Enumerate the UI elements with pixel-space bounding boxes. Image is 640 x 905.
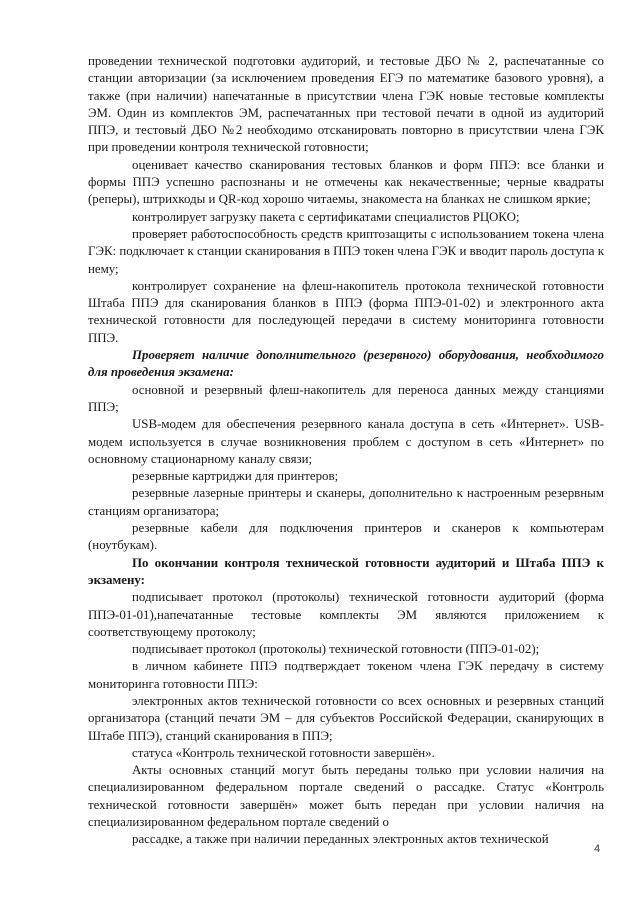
section-heading: По окончании контроля технической готовности аудиторий и Штаба ППЭ к экзамену: bbox=[88, 555, 604, 587]
paragraph: оценивает качество сканирования тестовых бланков и форм ППЭ: все бланки и формы ППЭ успешно распознаны и не отмечены как некачественные; черные квадраты (реперы), штрихкоды и QR-код хорошо читаемы, знакоместа на бланках не слишком яркие; bbox=[88, 157, 604, 207]
paragraph: подписывает протокол (протоколы) технической готовности аудиторий (форма ППЭ-01-01),напечатанные тестовые комплекты ЭМ являются приложением к соответствующему протоколу; bbox=[88, 590, 604, 639]
paragraph: проверяет работоспособность средств криптозащиты с использованием токена члена ГЭК: подключает к станции сканирования в ППЭ токен члена ГЭК и вводит пароль доступа к нему; bbox=[88, 226, 604, 276]
page-number: 4 bbox=[594, 843, 601, 855]
paragraph: проведении технической подготовки аудиторий, и тестовые ДБО № 2, распечатанные со станции авторизации (за исключением проведения ЕГЭ по математике базового уровня), а также (при наличии) напечатанные в присутствии члена ГЭК новые тестовые комплекты ЭМ. Один из комплектов ЭМ, распечатанных при тестовой печати в одной из аудиторий ППЭ, и тестовый ДБО №2 необходимо отсканировать повторно в присутствии члена ГЭК при проведении контроля технической готовности; bbox=[88, 54, 604, 155]
paragraph: статуса «Контроль технической готовности завершён». bbox=[132, 745, 435, 760]
paragraph: электронных актов технической готовности со всех основных и резервных станций организатора (станций печати ЭМ – для субъектов Российской Федерации, сканирующих в Штабе ППЭ), станций сканирования в ППЭ; bbox=[88, 693, 604, 743]
paragraph: контролирует загрузку пакета с сертификатами специалистов РЦОКО; bbox=[132, 209, 520, 224]
paragraph: основной и резервный флеш-накопитель для переноса данных между станциями ППЭ; bbox=[88, 382, 604, 414]
paragraph: подписывает протокол (протоколы) технической готовности (ППЭ-01-02); bbox=[132, 642, 540, 657]
paragraph: рассадке, а также при наличии переданных электронных актов технической bbox=[132, 832, 549, 847]
paragraph: в личном кабинете ППЭ подтверждает токеном члена ГЭК передачу в систему мониторинга готовности ППЭ: bbox=[88, 659, 604, 691]
paragraph: резервные картриджи для принтеров; bbox=[132, 469, 339, 484]
paragraph: контролирует сохранение на флеш-накопитель протокола технической готовности Штаба ППЭ для сканирования бланков в ППЭ (форма ППЭ-01-02) и электронного акта технической готовности для последующей передачи в систему мониторинга готовности ППЭ. bbox=[88, 278, 604, 345]
paragraph: резервные лазерные принтеры и сканеры, дополнительно к настроенным резервным станциям организатора; bbox=[88, 486, 604, 518]
paragraph: USB-модем для обеспечения резервного канала доступа в сеть «Интернет». USB-модем используется в случае возникновения проблем с доступом в сеть «Интернет» по основному стационарному каналу связи; bbox=[88, 417, 604, 466]
paragraph: Акты основных станций могут быть переданы только при условии наличия на специализированном федеральном портале сведений о рассадке. Статус «Контроль технической готовности завершён» может быть передан при условии наличия на специализированном федеральном портале сведений о bbox=[88, 763, 604, 830]
section-heading: Проверяет наличие дополнительного (резервного) оборудования, необходимого для проведения экзамена: bbox=[88, 348, 604, 380]
paragraph: резервные кабели для подключения принтеров и сканеров к компьютерам (ноутбукам). bbox=[88, 521, 604, 553]
body-text bbox=[88, 53, 604, 849]
